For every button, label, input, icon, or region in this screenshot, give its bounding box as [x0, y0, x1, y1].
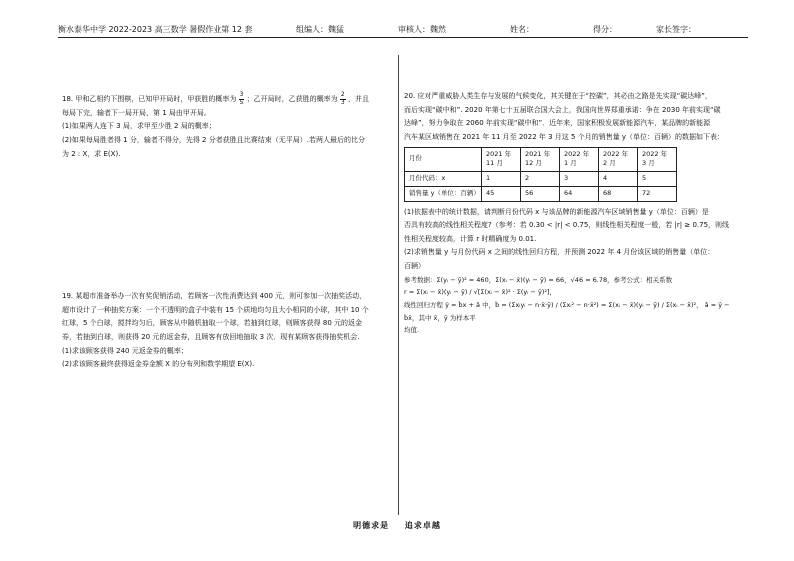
q20-part-1-b: 否具有较高的线性相关程度?（参考：若 0.30 < |r| < 0.75，则线性相关程度一般，若 |r| ≥ 0.75，则线	[404, 221, 730, 230]
table-cell: 5	[638, 172, 677, 187]
p2-numerator: 2	[340, 91, 345, 98]
table-cell: 72	[638, 186, 677, 201]
q18-part-1: (1)如果两人连下 3 局，求甲至少胜 2 局的概率；	[62, 122, 216, 131]
table-header-month: 月份	[405, 147, 482, 172]
table-cell: 4	[599, 172, 638, 187]
regression-formula: 线性回归方程 ŷ = b̂x + â 中，b̂ = (Σxᵢyᵢ − n·x̄·ȳ) / (Σxᵢ² − n·x̄²) = Σ(xᵢ − x̄)(yᵢ − ȳ) / Σ(xᵢ − x̄)²， â = ȳ − b̂x̄，其中 x̄，ȳ 为样本平	[404, 301, 730, 322]
p2-denominator: 3	[340, 98, 345, 106]
q20-line-2: 而后实现“碳中和”. 2020 年第七十五届联合国大会上，我国向世界郑重承诺：争在 2030 年前实现“碳	[404, 105, 721, 114]
page-header	[58, 22, 748, 38]
table-cell: 2	[521, 172, 560, 187]
reviewer-label: 审核人：魏然	[398, 25, 446, 34]
q20-part-2-b: 百辆）	[404, 262, 425, 271]
question-19	[62, 290, 384, 372]
q19-line-2: 超市设计了一种抽奖方案：一个不透明的盒子中装有 15 个质地均匀且大小相同的小球，其中 10 个	[62, 305, 369, 314]
table-cell: 1	[482, 172, 521, 187]
table-row	[405, 172, 677, 187]
q18-part-2: (2)如果每局胜者得 1 分，输者不得分，先得 2 分者获胜且比赛结束（无平局）.若两人最后的比分	[62, 136, 365, 145]
q19-part-2: (2)求该顾客最终获得返金券金额 X 的分布列和数学期望 E(X).	[62, 360, 255, 369]
table-row	[405, 186, 677, 201]
q18-text-a: 18. 甲和乙相约下围棋，已知甲开局时，甲获胜的概率为	[62, 95, 237, 104]
q19-line-1: 19. 某超市准备举办一次有奖促销活动，若顾客一次性消费达到 400 元，则可参加一次抽奖活动，	[62, 292, 367, 300]
motto-part-1: 明德求是	[353, 521, 390, 530]
table-cell: 3	[560, 172, 599, 187]
school-title: 衡水泰华中学 2022-2023 高三数学 暑假作业第 12 套	[58, 25, 253, 34]
table-cell: 2021 年 11 月	[482, 147, 521, 172]
question-18	[62, 92, 384, 161]
q18-line-2: 每局下完，输者下一局开局，第 1 局由甲开局。	[62, 108, 211, 117]
q18-text-c: ，并且	[347, 95, 369, 104]
fraction-p1	[239, 92, 245, 106]
q20-line-4: 汽车某区域销售在 2021 年 11 月至 2022 年 3 月这 5 个月的销售量 y（单位：百辆）的数据如下表：	[404, 132, 725, 141]
q19-line-4: 券，若抽到白球，则获得 20 元的返金券，且顾客有放回地抽取 3 次．现有某顾客获得抽奖机会.	[62, 332, 360, 341]
page-footer	[0, 520, 794, 531]
score-field: 得分：	[593, 25, 617, 34]
q18-text-b: ；乙开局时，乙获胜的概率为	[246, 95, 338, 104]
reference-data: 参考数据：Σ(yᵢ − ȳ)² = 460，Σ(xᵢ − x̄)(yᵢ − ȳ) = 66，√46 ≈ 6.78，参考公式：相关系数	[404, 275, 673, 284]
table-header-code: 月份代码：x	[405, 172, 482, 187]
table-cell: 64	[560, 186, 599, 201]
table-cell: 56	[521, 186, 560, 201]
p1-denominator: 5	[239, 98, 244, 106]
question-20	[404, 90, 744, 337]
editor-label: 组编人：魏猛	[296, 25, 344, 34]
q20-part-1-c: 性相关程度较高，计算 r 时精确度为 0.01.	[404, 234, 537, 243]
sales-table	[404, 147, 677, 202]
regression-formula-end: 均值.	[404, 326, 420, 335]
q18-part-2-cont: 为 2 : X，求 E(X).	[62, 149, 121, 158]
table-cell: 45	[482, 186, 521, 201]
fraction-p2	[340, 92, 346, 106]
table-cell: 2022 年 2 月	[599, 147, 638, 172]
header-rule	[58, 37, 748, 38]
table-cell: 2022 年 3 月	[638, 147, 677, 172]
table-header-sales: 销售量 y（单位：百辆）	[405, 186, 482, 201]
table-cell: 68	[599, 186, 638, 201]
q20-part-1-a: (1)依据表中的统计数据，请判断月份代码 x 与该品牌的新能源汽车区域销售量 y（单位：百辆）是	[404, 207, 709, 216]
table-cell: 2022 年 1 月	[560, 147, 599, 172]
q20-line-1: 20. 应对严重威胁人类生存与发展的气候变化，其关键在于“控碳”，其必由之路是先实现“碳达峰”，	[404, 92, 712, 100]
p1-numerator: 3	[239, 91, 244, 98]
motto-part-2: 追求卓越	[404, 521, 441, 530]
table-cell: 2021 年 12 月	[521, 147, 560, 172]
q19-part-1: (1)求该顾客获得 240 元返金券的概率；	[62, 346, 188, 355]
correlation-formula: r = Σ(xᵢ − x̄)(yᵢ − ȳ) / √[Σ(xᵢ − x̄)² · Σ(yᵢ − ȳ)²]，	[404, 288, 557, 297]
q20-part-2-a: (2)求销售量 y 与月份代码 x 之间的线性回归方程，并预测 2022 年 4 月份该区域的销售量（单位：	[404, 248, 715, 257]
column-divider	[398, 55, 399, 515]
q20-line-3: 达峰”，努力争取在 2060 年前实现“碳中和”．近年来，国家积极发展新能源汽车，某品牌的新能源	[404, 119, 711, 128]
table-row	[405, 147, 677, 172]
name-field: 姓名：	[510, 25, 534, 34]
parent-signature-field: 家长签字：	[656, 25, 696, 34]
q19-line-3: 红球，5 个白球，搅拌均匀后，顾客从中随机抽取一个球，若抽到红球，则顾客获得 80 元的返金	[62, 319, 363, 328]
